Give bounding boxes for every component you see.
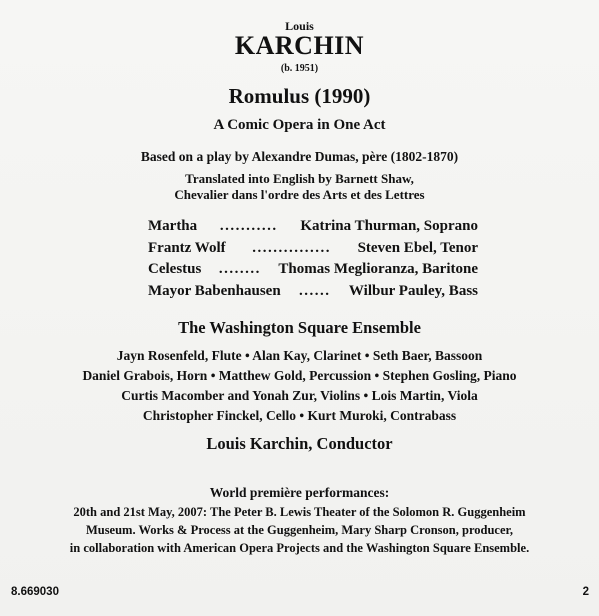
cast-performer: Katrina Thurman, Soprano: [300, 218, 478, 234]
leader-dots: ......: [299, 282, 331, 299]
cast-list: [148, 218, 478, 304]
cast-performer: Thomas Meglioranza, Baritone: [278, 261, 478, 277]
leader-dots: ........: [218, 261, 261, 277]
translator-honor: Chevalier dans l'ordre des Arts et des Lettres: [174, 187, 425, 202]
ensemble-members-line: Daniel Grabois, Horn • Matthew Gold, Percussion • Stephen Gosling, Piano: [82, 368, 517, 383]
premiere-details-line: 20th and 21st May, 2007: The Peter B. Lewis Theater of the Solomon R. Guggenheim: [73, 505, 526, 519]
leader-dots: ...........: [219, 218, 278, 234]
cast-role: Celestus: [148, 261, 202, 277]
premiere-heading: World première performances:: [209, 485, 390, 500]
leader-dots: ...............: [252, 239, 331, 256]
composer-first-name: Louis: [285, 19, 314, 33]
cast-row: [148, 261, 478, 283]
composer-last-name: KARCHIN: [234, 31, 365, 60]
page-number: 2: [582, 586, 589, 598]
catalog-number: 8.669030: [11, 586, 59, 598]
source-credit: Based on a play by Alexandre Dumas, père (1802-1870): [140, 149, 459, 164]
cast-row: [148, 218, 478, 240]
cast-role: Frantz Wolf: [148, 239, 226, 256]
premiere-details-line: Museum. Works & Process at the Guggenheim, Mary Sharp Cronson, producer,: [85, 523, 514, 537]
cast-performer: Steven Ebel, Tenor: [357, 239, 478, 256]
composer-dates: (b. 1951): [280, 63, 319, 74]
ensemble-members-line: Jayn Rosenfeld, Flute • Alan Kay, Clarinet • Seth Baer, Bassoon: [116, 348, 483, 363]
cast-role: Martha: [148, 218, 198, 234]
premiere-details-line: in collaboration with American Opera Projects and the Washington Square Ensemble.: [69, 541, 530, 555]
cast-row: [148, 283, 478, 305]
work-title: Romulus (1990): [228, 84, 371, 108]
conductor-credit: Louis Karchin, Conductor: [206, 434, 393, 453]
ensemble-members-line: Curtis Macomber and Yonah Zur, Violins • Lois Martin, Viola: [121, 388, 478, 403]
cast-row: [148, 240, 478, 262]
cast-performer: Wilbur Pauley, Bass: [348, 282, 478, 299]
translation-credit: Translated into English by Barnett Shaw,: [185, 171, 414, 186]
ensemble-name: The Washington Square Ensemble: [178, 318, 421, 337]
work-subtitle: A Comic Opera in One Act: [213, 117, 386, 133]
cast-role: Mayor Babenhausen: [148, 282, 281, 299]
ensemble-members-line: Christopher Finckel, Cello • Kurt Muroki, Contrabass: [142, 408, 457, 423]
